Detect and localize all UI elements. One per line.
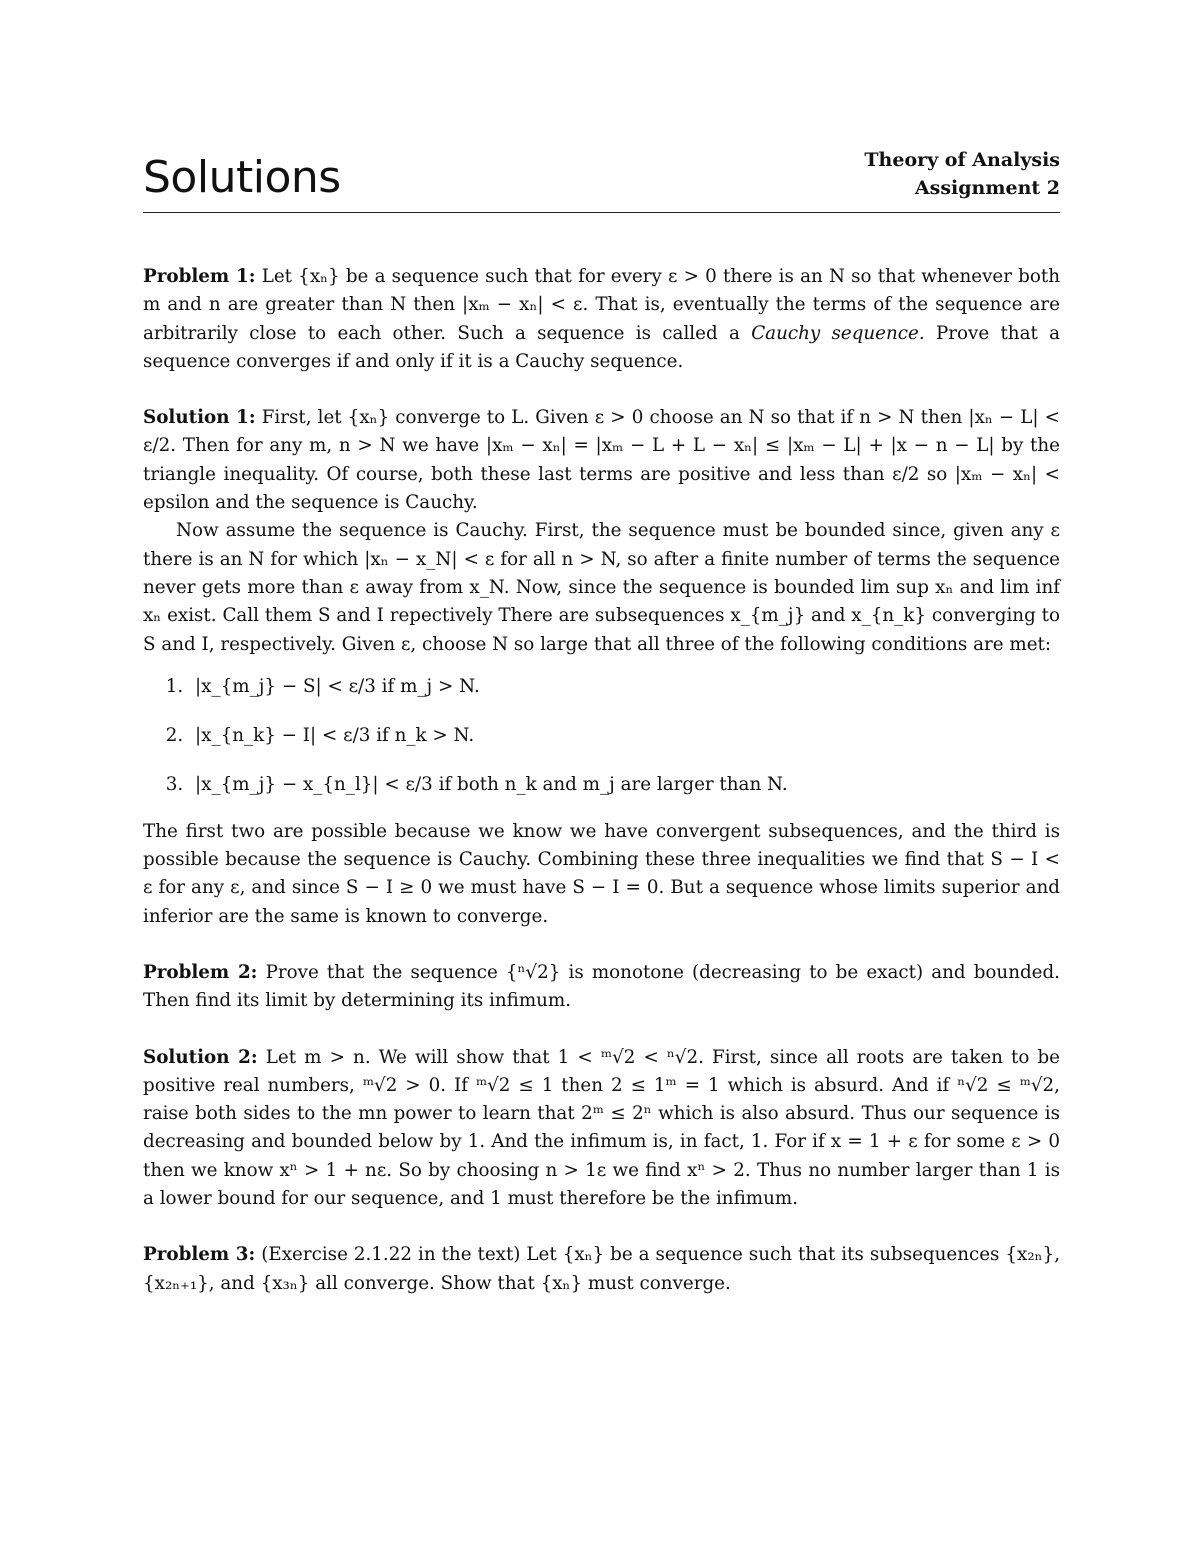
solution-1-para-2: Now assume the sequence is Cauchy. First, the sequence must be bounded since, given any ε there is an N for which |xₙ − x_N| < ε for all n > N, so after a finite number of terms the sequence never gets more than ε away from x_N. Now, since the sequence is bounded lim sup xₙ and lim inf xₙ exist. Call them S and I repectively There are subsequences x_{m_j} and x_{n_k} converging to S and I, respectively. Given ε, choose N so large that all three of the following conditions are met: [143,520,1060,655]
problem-2 [143,959,1060,1016]
problem-1-text-end: Prove that a sequence converges if and only if it is a Cauchy sequence. [143,322,1061,372]
solution-1-label: Solution 1: [143,407,256,429]
document-body [143,263,1060,1298]
solution-1 [143,404,1060,931]
solution-2 [143,1044,1060,1214]
problem-3-text: (Exercise 2.1.22 in the text) Let {xₙ} be a sequence such that its subsequences {x₂ₙ}, {x₂ₙ₊₁}, and {x₃ₙ} all converge. Show that {xₙ} must converge. [143,1244,1060,1294]
header-info [864,146,1060,202]
cauchy-term: Cauchy sequence. [751,322,925,344]
page-title: Solutions [143,152,341,203]
page-header [143,140,1060,213]
problem-2-label: Problem 2: [143,961,258,983]
condition-item: 2. |x_{n_k} − I| < ε/3 if n_k > N. [189,722,1060,750]
problem-3-label: Problem 3: [143,1244,256,1266]
solution-1-para-1: First, let {xₙ} converge to L. Given ε > 0 choose an N so that if n > N then |xₙ − L| < ε/2. Then for any m, n > N we have |xₘ − xₙ| = |xₘ − L + L − xₙ| ≤ |xₘ − L| + |x − n − L| by the triangle inequality. Of course, both these last terms are positive and less than ε/2 so |xₘ − xₙ| < epsilon and the sequence is Cauchy. [143,407,1060,514]
course-name: Theory of Analysis [864,149,1060,171]
problem-1-text: Let {xₙ} be a sequence such that for every ε > 0 there is an N so that whenever both m and n are greater than N then |xₘ − xₙ| < ε. That is, eventually the terms of the sequence are arbitrarily close to each other. Such a sequence is called a [143,266,1061,344]
solution-1-para-3: The first two are possible because we know we have convergent subsequences, and the third is possible because the sequence is Cauchy. Combining these three inequalities we find that S − I < ε for any ε, and since S − I ≥ 0 we must have S − I = 0. But a sequence whose limits superior and inferior are the same is known to converge. [143,820,1060,927]
problem-1 [143,263,1060,376]
solution-2-text: Let m > n. We will show that 1 < ᵐ√2 < ⁿ√2. First, since all roots are taken to be positive real numbers, ᵐ√2 > 0. If ᵐ√2 ≤ 1 then 2 ≤ 1ᵐ = 1 which is absurd. And if ⁿ√2 ≤ ᵐ√2, raise both sides to the mn power to learn that 2ᵐ ≤ 2ⁿ which is also absurd. Thus our sequence is decreasing and bounded below by 1. And the infimum is, in fact, 1. For if x = 1 + ε for some ε > 0 then we know xⁿ > 1 + nε. So by choosing n > 1ε we find xⁿ > 2. Thus no number larger than 1 is a lower bound for our sequence, and 1 must therefore be the infimum. [143,1046,1060,1210]
problem-1-label: Problem 1: [143,266,256,287]
problem-3 [143,1241,1060,1298]
solution-2-label: Solution 2: [143,1046,258,1068]
assignment-number: Assignment 2 [914,177,1060,199]
problem-2-text: Prove that the sequence {ⁿ√2} is monotone (decreasing to be exact) and bounded. Then find its limit by determining its infimum. [143,961,1060,1012]
condition-item: 1. |x_{m_j} − S| < ε/3 if m_j > N. [189,673,1060,701]
condition-item: 3. |x_{m_j} − x_{n_l}| < ε/3 if both n_k and m_j are larger than N. [189,771,1060,799]
document-page [143,140,1060,1326]
conditions-list [143,673,1060,800]
